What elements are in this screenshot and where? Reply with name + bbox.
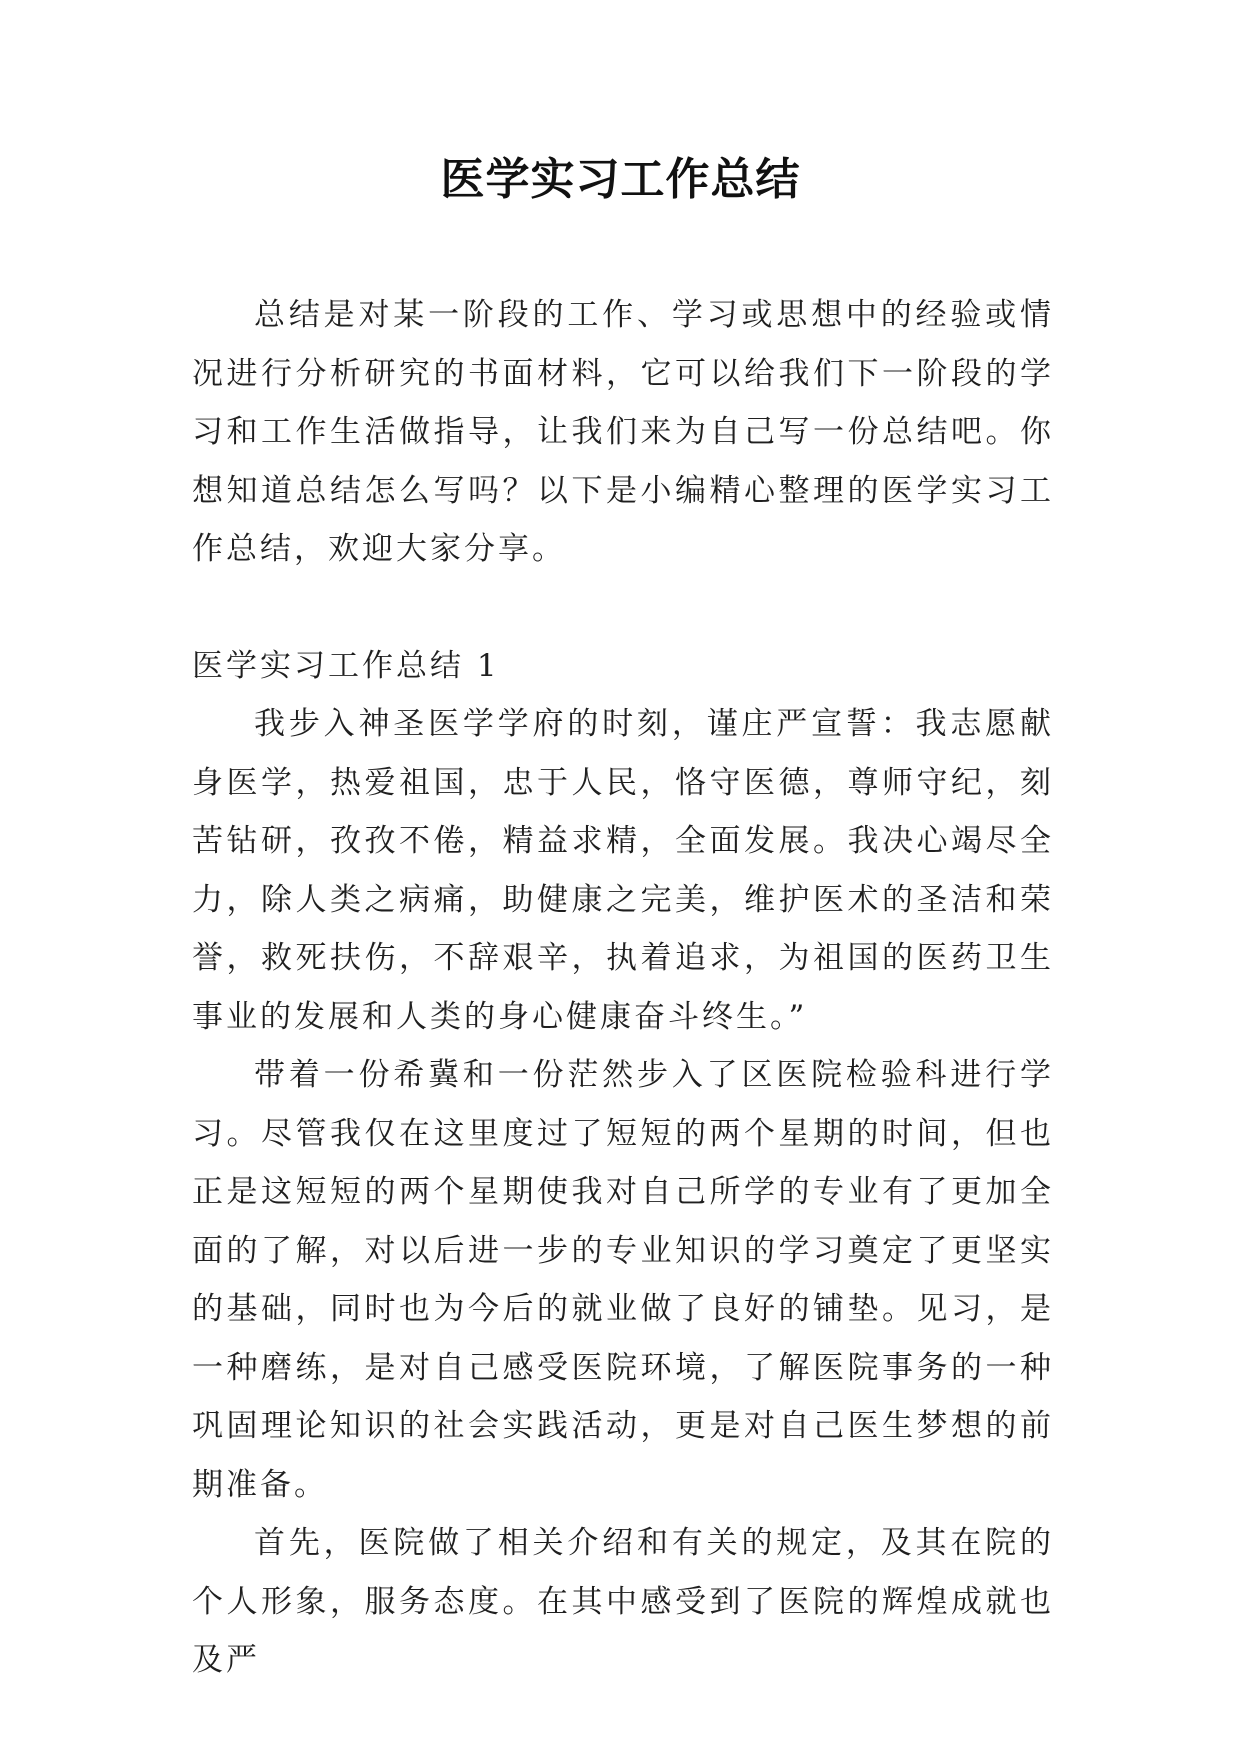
body-paragraph-2: 带着一份希冀和一份茫然步入了区医院检验科进行学习。尽管我仅在这里度过了短短的两个星期的时间，但也正是这短短的两个星期使我对自己所学的专业有了更加全面的了解，对以后进一步的专业知识的学习奠定了更坚实的基础，同时也为今后的就业做了良好的铺垫。见习，是一种磨练，是对自己感受医院环境，了解医院事务的一种巩固理论知识的社会实践活动，更是对自己医生梦想的前期准备。 — [192, 1057, 1054, 1503]
section-heading: 医学实习工作总结 1 — [192, 647, 500, 684]
intro-paragraph: 总结是对某一阶段的工作、学习或思想中的经验或情况进行分析研究的书面材料，它可以给我们下一阶段的学习和工作生活做指导，让我们来为自己写一份总结吧。你想知道总结怎么写吗？以下是小编精心整理的医学实习工作总结，欢迎大家分享。 — [192, 297, 1054, 567]
body-paragraph-1: 我步入神圣医学学府的时刻，谨庄严宣誓：我志愿献身医学，热爱祖国，忠于人民，恪守医德，尊师守纪，刻苦钻研，孜孜不倦，精益求精，全面发展。我决心竭尽全力，除人类之病痛，助健康之完美，维护医术的圣洁和荣誉，救死扶伤，不辞艰辛，执着追求，为祖国的医药卫生事业的发展和人类的身心健康奋斗终生。” — [192, 706, 1054, 1035]
document-body — [192, 286, 1054, 1690]
document-title: 医学实习工作总结 — [440, 154, 801, 205]
body-paragraph-3: 首先，医院做了相关介绍和有关的规定，及其在院的个人形象，服务态度。在其中感受到了医院的辉煌成就也及严 — [192, 1525, 1054, 1678]
